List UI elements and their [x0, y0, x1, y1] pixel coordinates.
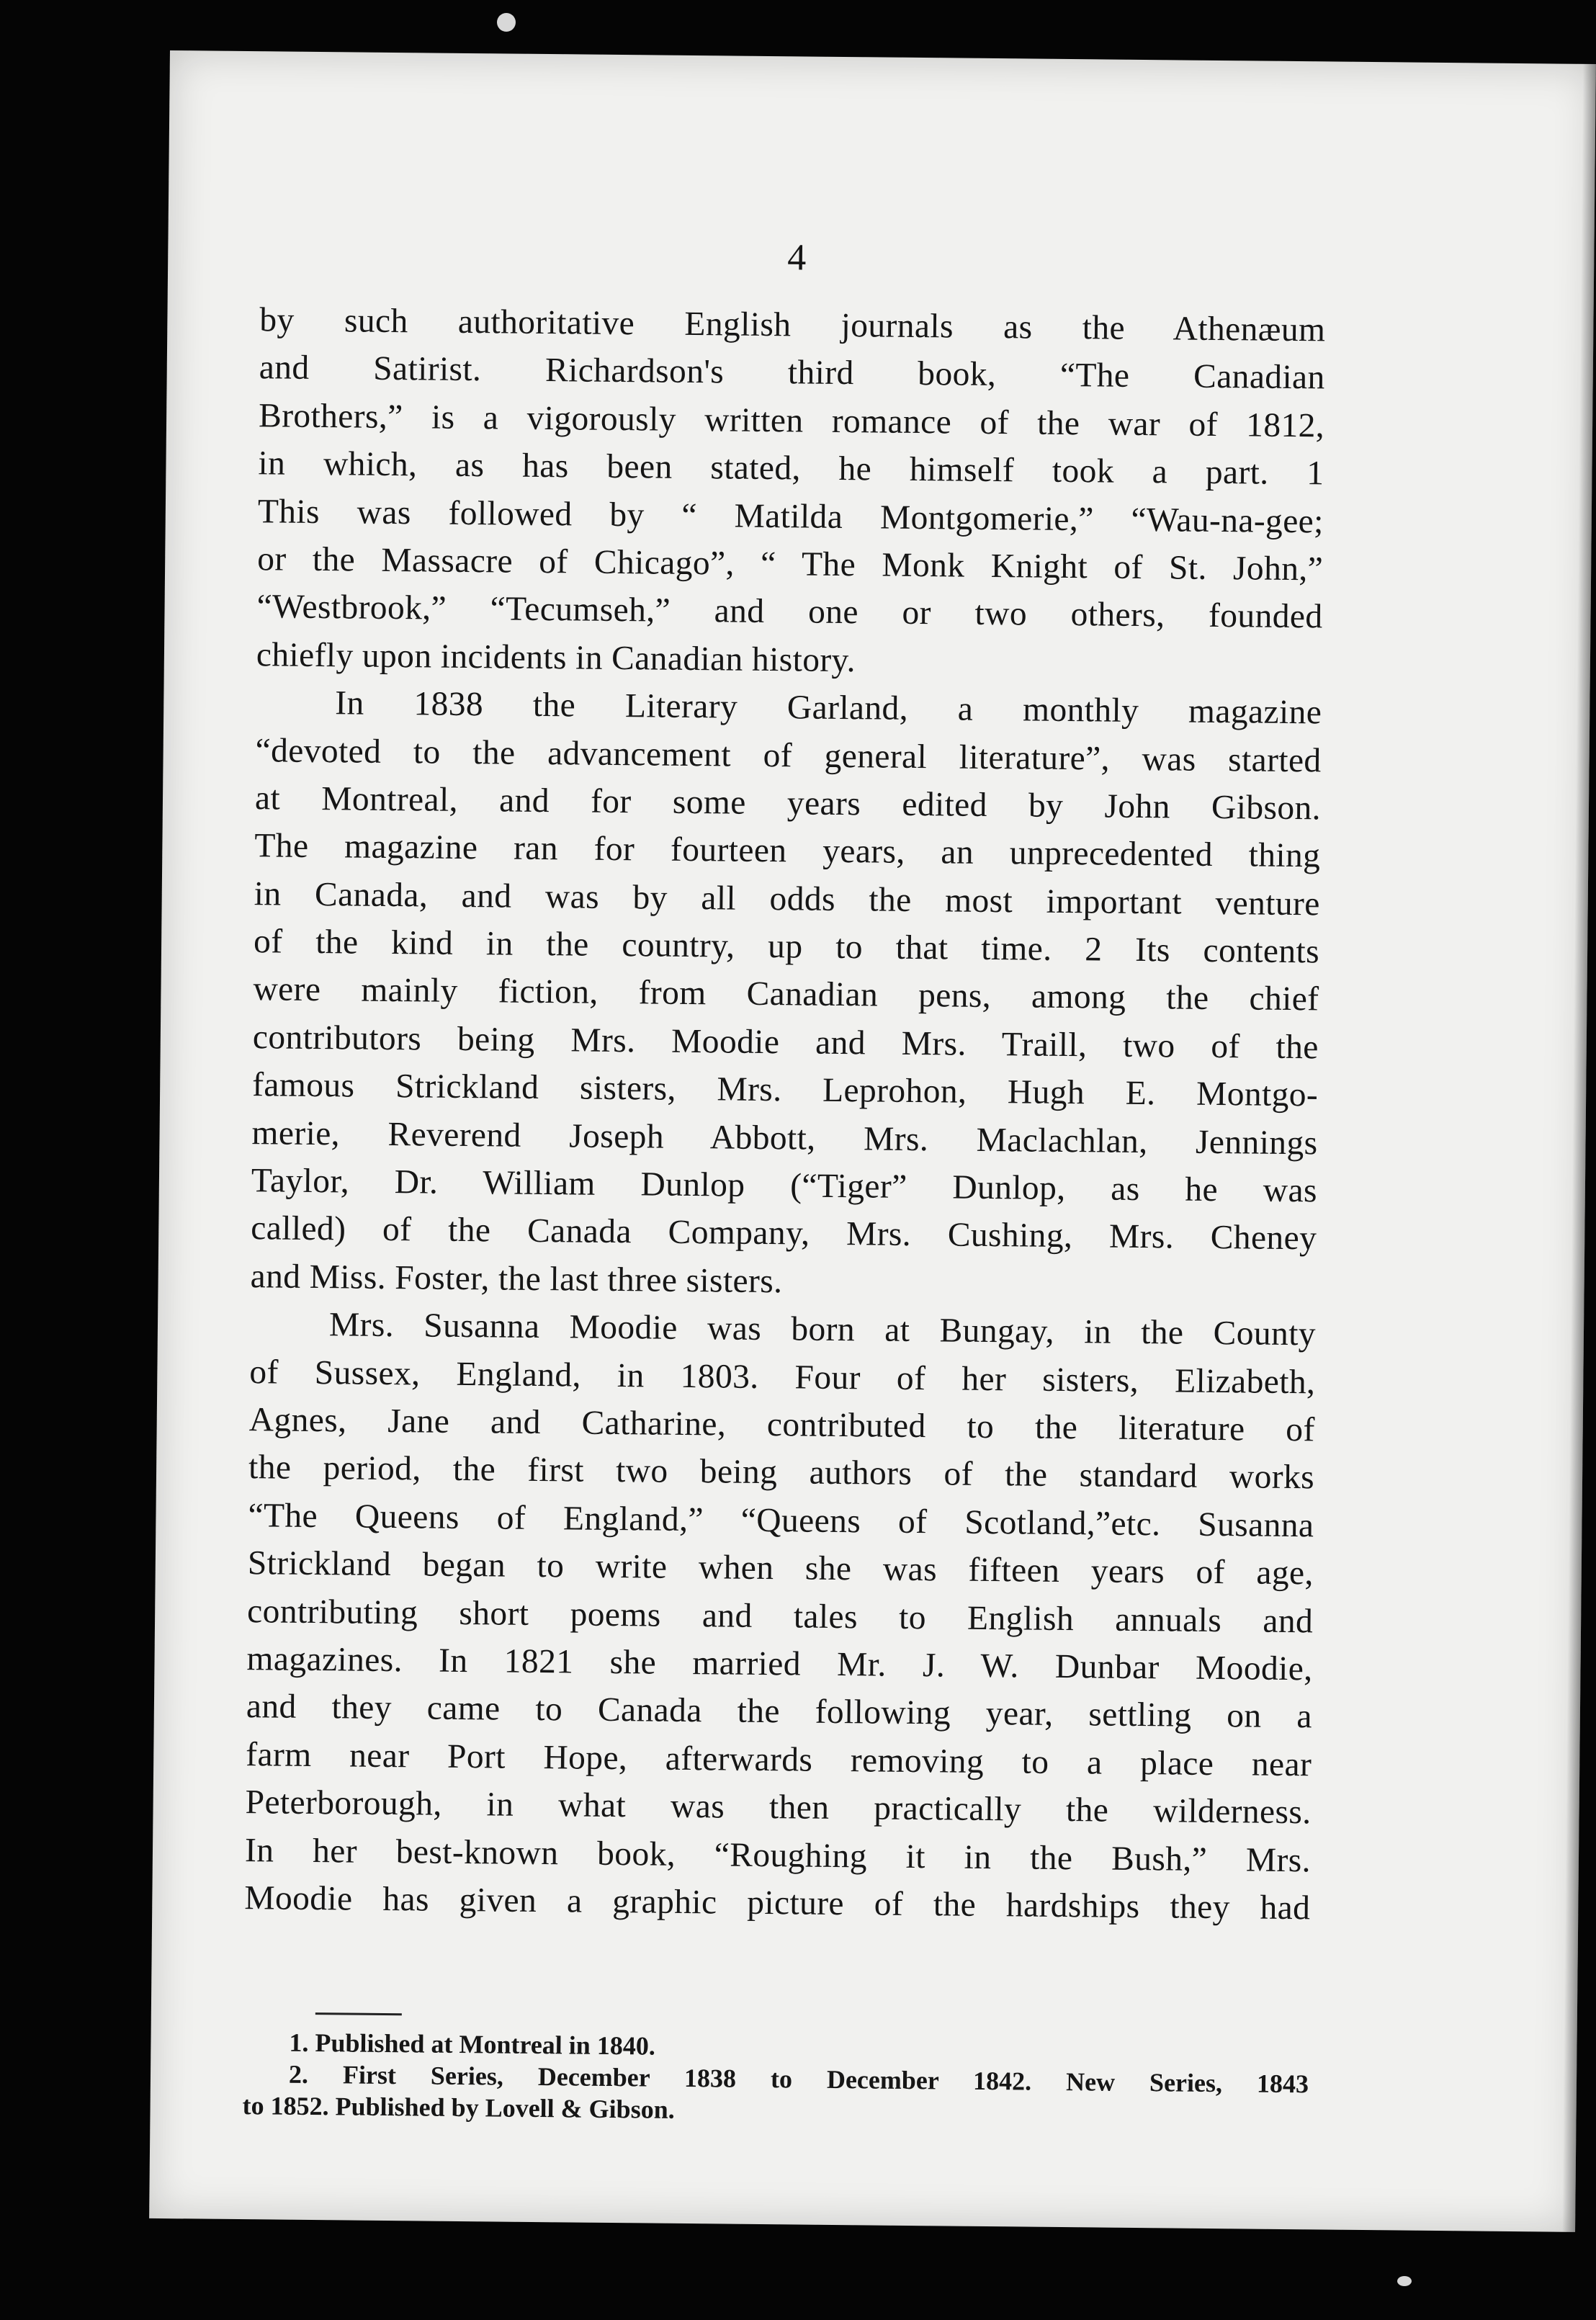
text-line: or the Massacre of Chicago”, “ The Monk Knight of St. John,”	[256, 540, 1324, 588]
text-line: “Westbrook,” “Tecumseh,” and one or two others, founded	[256, 588, 1323, 636]
text-line: called) of the Canada Company, Mrs. Cushing, Mrs. Cheney	[251, 1209, 1317, 1258]
scan-speck	[1397, 2276, 1412, 2286]
document-page	[149, 50, 1596, 2232]
text-line: famous Strickland sisters, Mrs. Leprohon, Hugh E. Montgo-	[251, 1066, 1319, 1114]
text-line: of Sussex, England, in 1803. Four of her sisters, Elizabeth,	[249, 1353, 1316, 1401]
footnote-2-continued: to 1852. Published by Lovell & Gibson.	[242, 2091, 675, 2124]
text-line: the period, the first two being authors of the standard works	[248, 1448, 1315, 1497]
text-line: farm near Port Hope, afterwards removing to a place near	[246, 1735, 1312, 1784]
text-line: and Satirist. Richardson's third book, “The Canadian	[259, 349, 1325, 397]
paragraph-3	[244, 1300, 1316, 1932]
text-line: Peterborough, in what was then practically the wilderness.	[245, 1783, 1312, 1832]
text-line: The magazine ran for fourteen years, an unprecedented thing	[254, 827, 1321, 875]
text-line: Moodie has given a graphic picture of the hardships they had	[244, 1879, 1311, 1927]
text-line: Strickland began to write when she was fifteen years of age,	[247, 1544, 1314, 1593]
text-line: merie, Reverend Joseph Abbott, Mrs. Maclachlan, Jennings	[251, 1114, 1318, 1163]
paragraph-2	[250, 678, 1322, 1310]
text-line: by such authoritative English journals as the Athenæum	[259, 301, 1326, 349]
footnote-1: 1. Published at Montreal in 1840.	[289, 2028, 656, 2061]
text-line: contributing short poems and tales to English annuals and	[246, 1592, 1314, 1640]
footnote-divider	[315, 2012, 402, 2015]
scan-speck	[497, 13, 516, 32]
text-line: at Montreal, and for some years edited by John Gibson.	[254, 779, 1322, 828]
body-text	[244, 296, 1326, 1932]
text-line: Mrs. Susanna Moodie was born at Bungay, in the County	[328, 1306, 1317, 1353]
text-line: Taylor, Dr. William Dunlop (“Tiger” Dunlop, as he was	[251, 1162, 1318, 1210]
footnote-2: 2. First Series, December 1838 to December 1842. New Series, 1843	[288, 2059, 1309, 2099]
text-line: were mainly fiction, from Canadian pens, among the chief	[253, 970, 1319, 1018]
text-line: In 1838 the Literary Garland, a monthly magazine	[335, 684, 1322, 732]
text-line: “The Queens of England,” “Queens of Scotland,”etc. Susanna	[248, 1496, 1314, 1545]
paragraph-1	[256, 296, 1326, 689]
text-line: and Miss. Foster, the last three sisters.	[250, 1257, 783, 1301]
footnotes	[242, 2026, 1309, 2131]
text-line: of the kind in the country, up to that time. 2 Its contents	[253, 923, 1320, 971]
text-line: In her best-known book, “Roughing it in the Bush,” Mrs.	[244, 1831, 1312, 1879]
page-number: 4	[787, 237, 807, 279]
text-line: magazines. In 1821 she married Mr. J. W. Dunbar Moodie,	[246, 1640, 1313, 1688]
text-line: Agnes, Jane and Catharine, contributed to the literature of	[248, 1401, 1315, 1449]
text-line: Brothers,” is a vigorously written romance of the war of 1812,	[258, 396, 1325, 445]
text-line: contributors being Mrs. Moodie and Mrs. Traill, two of the	[252, 1018, 1319, 1067]
text-line: “devoted to the advancement of general literature”, was started	[255, 731, 1322, 779]
text-line: chiefly upon incidents in Canadian history.	[256, 635, 856, 679]
page-edge-shadow	[1562, 64, 1596, 2232]
text-line: in which, as has been stated, he himself took a part. 1	[258, 444, 1324, 493]
text-line: This was followed by “ Matilda Montgomerie,” “Wau-na-gee;	[257, 492, 1324, 540]
text-line: and they came to Canada the following year, settling on a	[246, 1688, 1313, 1736]
text-line: in Canada, and was by all odds the most important venture	[254, 874, 1320, 923]
